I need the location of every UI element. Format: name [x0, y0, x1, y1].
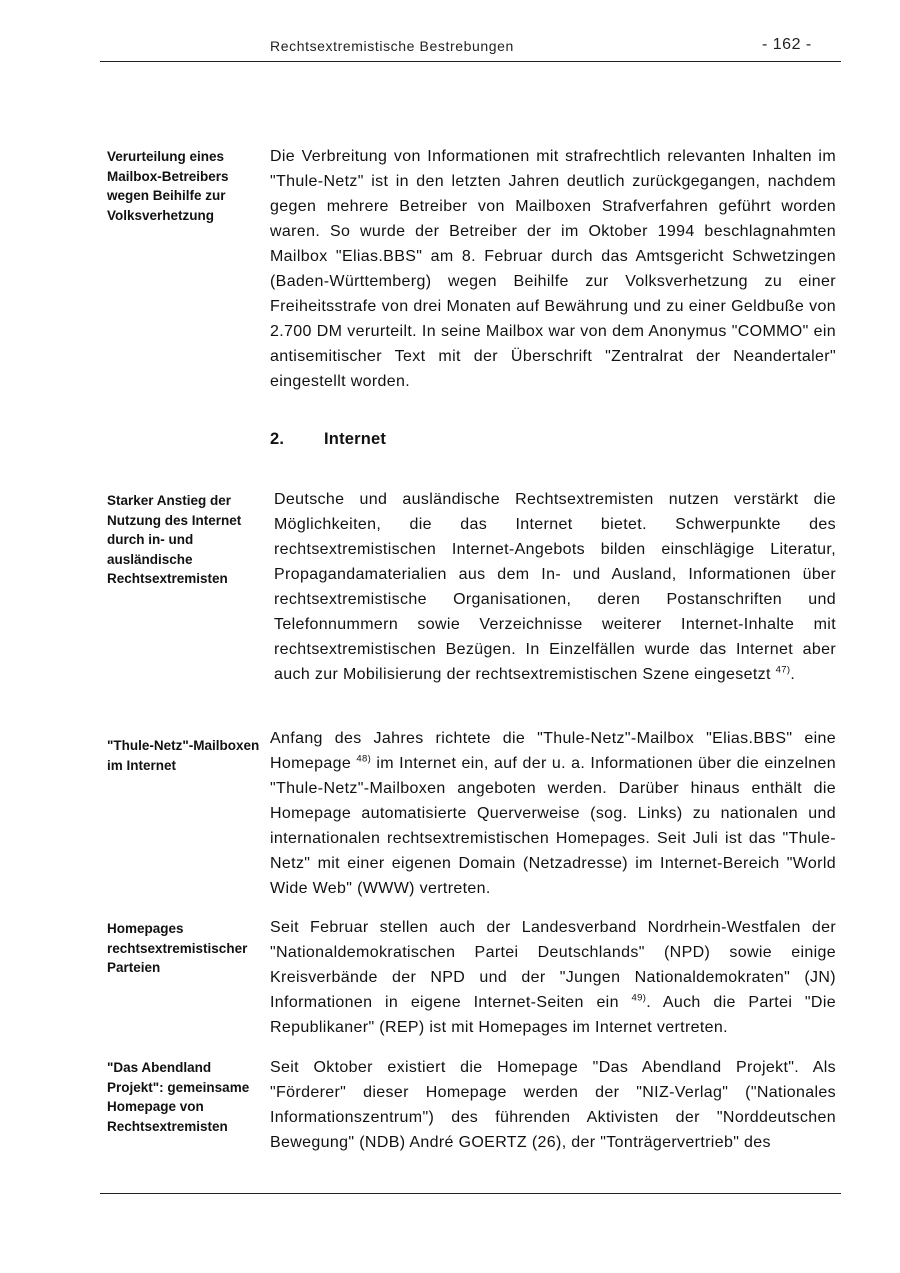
paragraph-anstieg	[274, 487, 836, 687]
margin-note-parteien: Homepages rechtsextremistischer Parteien	[107, 921, 248, 975]
section-heading-internet	[270, 430, 386, 449]
header-rule	[100, 61, 841, 62]
paragraph-thule-text-before: Anfang des Jahres richtete die "Thule-Netz"-Mailbox "Elias.BBS" eine Homepage	[270, 730, 836, 772]
footer-rule	[100, 1193, 841, 1194]
page-number: - 162 -	[762, 36, 812, 53]
margin-note-thule: "Thule-Netz"-Mailboxen im Internet	[107, 738, 260, 773]
paragraph-parteien-text-after: . Auch die Partei "Die Republikaner" (REP) ist mit Homepages im Internet vertreten.	[270, 994, 836, 1036]
paragraph-abendland: Seit Oktober existiert die Homepage "Das Abendland Projekt". Als "Förderer" dieser Homepage werden der "NIZ-Verlag" ("Nationales Informationszentrum") des führenden Aktivisten der "Norddeutschen Bewegung" (NDB) André GOERTZ (26), der "Tonträgervertrieb" des	[270, 1059, 836, 1151]
paragraph-parteien	[270, 915, 836, 1040]
margin-note-mailbox: Verurteilung eines Mailbox-Betreibers wegen Beihilfe zur Volksverhetzung	[107, 149, 229, 223]
footnote-ref-47: 47)	[775, 664, 791, 676]
margin-note-abendland: "Das Abendland Projekt": gemeinsame Homepage von Rechtsextremisten	[107, 1060, 250, 1134]
section-title: Internet	[324, 430, 387, 448]
paragraph-anstieg-tail: .	[790, 666, 796, 683]
section-number: 2.	[270, 430, 285, 448]
footnote-ref-48: 48)	[356, 753, 372, 765]
paragraph-parteien-text-before: Seit Februar stellen auch der Landesverband Nordrhein-Westfalen der "Nationaldemokratischen Partei Deutschlands" (NPD) sowie einige Kreisverbände der NPD und der "Jungen Nationaldemokraten" (JN) Informationen in eigene Internet-Seiten ein	[270, 919, 836, 1011]
paragraph-mailbox: Die Verbreitung von Informationen mit strafrechtlich relevanten Inhalten im "Thule-Netz" ist in den letzten Jahren deutlich zurückgegangen, nachdem gegen mehrere Betreiber von Mailboxen Strafverfahren geführt worden waren. So wurde der Betreiber der im Oktober 1994 beschlagnahmten Mailbox "Elias.BBS" am 8. Februar durch das Amtsgericht Schwetzingen (Baden-Württemberg) wegen Beihilfe zur Volksverhetzung zu einer Freiheitsstrafe von drei Monaten auf Bewährung und zu einer Geldbuße von 2.700 DM verurteilt. In seine Mailbox war von dem Anonymus "COMMO" ein antisemitischer Text mit der Überschrift "Zentralrat der Neandertaler" eingestellt worden.	[270, 148, 836, 390]
paragraph-thule	[270, 726, 836, 901]
paragraph-anstieg-text: Deutsche und ausländische Rechtsextremisten nutzen verstärkt die Möglichkeiten, die das Internet bietet. Schwerpunkte des rechtsextremistischen Internet-Angebots bilden einschlägige Literatur, Propagandamaterialien aus dem In- und Ausland, Informationen über rechtsextremistische Organisationen, deren Postanschriften und Telefonnummern sowie Verzeichnisse weiterer Internet-Inhalte mit rechtsextremistischen Bezügen. In Einzelfällen wurde das Internet aber auch zur Mobilisierung der rechtsextremistischen Szene eingesetzt	[274, 491, 836, 683]
footnote-ref-49: 49)	[631, 992, 647, 1004]
margin-note-anstieg: Starker Anstieg der Nutzung des Internet durch in- und ausländische Rechtsextremisten	[107, 493, 242, 586]
paragraph-thule-text-after: im Internet ein, auf der u. a. Informationen über die einzelnen "Thule-Netz"-Mailboxen angeboten werden. Darüber hinaus enthält die Homepage automatisierte Querverweise (sog. Links) zu nationalen und internationalen rechtsextremistischen Homepages. Seit Juli ist das "Thule-Netz" mit einer eigenen Domain (Netzadresse) im Internet-Bereich "World Wide Web" (WWW) vertreten.	[270, 755, 837, 897]
running-header-title: Rechtsextremistische Bestrebungen	[270, 38, 514, 54]
